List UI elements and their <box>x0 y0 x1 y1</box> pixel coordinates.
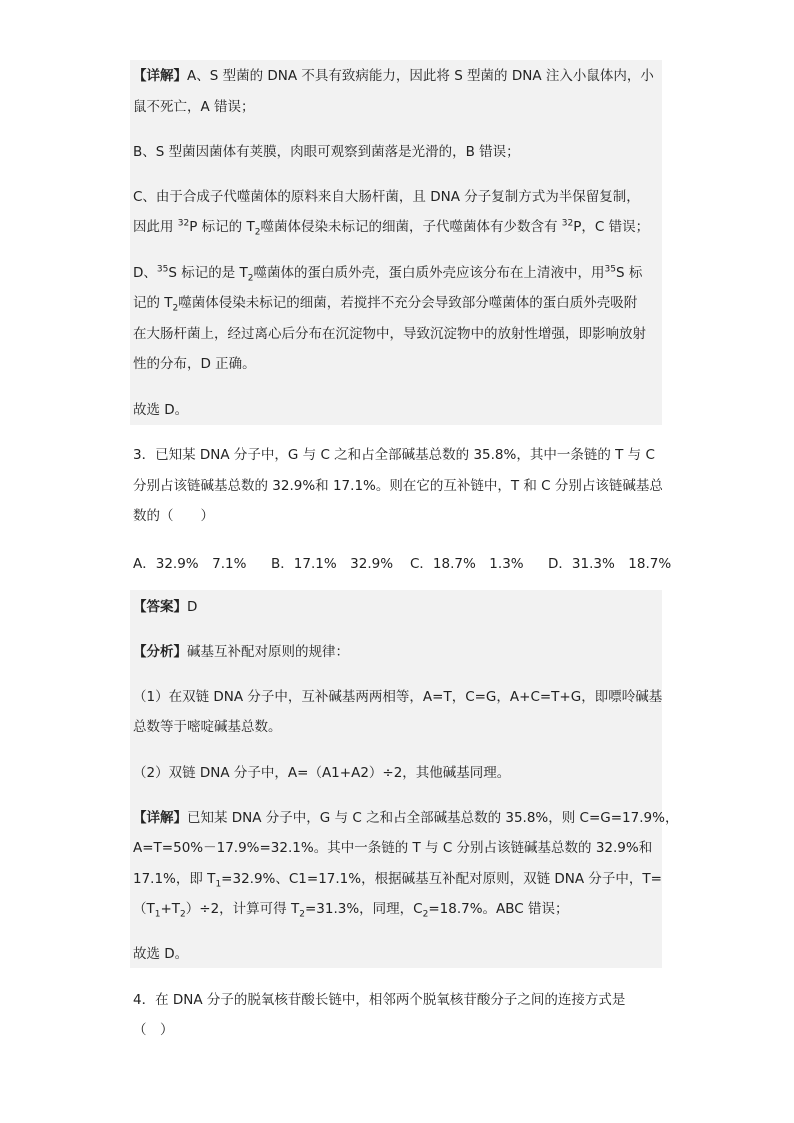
rule-line: （1）在双链 DNA 分子中，互补碱基两两相等，A=T，C=G，A+C=T+G，即嘌呤碱基 <box>133 689 663 705</box>
explanation-line: 【详解】A、S 型菌的 DNA 不具有致病能力，因此将 S 型菌的 DNA 注入小鼠体内，小 <box>133 68 654 84</box>
conclusion-line: 故选 D。 <box>133 402 189 418</box>
explanation-line: B、S 型菌因菌体有荚膜，肉眼可观察到菌落是光滑的，B 错误； <box>133 144 520 160</box>
answer-label: 【答案】 <box>133 599 187 615</box>
explanation-line: 记的 $T_2$噬菌体侵染未标记的细菌，若搅拌不充分会导致部分噬菌体的蛋白质外壳吸附 <box>133 295 638 314</box>
explanation-line: D、$^{35}$S 标记的是 $T_2$噬菌体的蛋白质外壳，蛋白质外壳应该分布在上清液中，用$^{35}$S 标 <box>133 264 643 284</box>
option-a: A．32.9% 7.1% <box>133 556 247 572</box>
detail-line: $(T_1+T_2)\div 2$，计算可得 $T_2=31.3\%$，同理，$C_2=18.7\%$。ABC 错误； <box>133 901 569 920</box>
answer-line: 【答案】D <box>133 599 198 615</box>
detail-label: 【详解】 <box>133 810 187 826</box>
explanation-line: 鼠不死亡，A 错误； <box>133 99 255 115</box>
explanation-line: 因此用 $^{32}$P 标记的 $T_2$噬菌体侵染未标记的细菌，子代噬菌体有少数含有 $^{32}$P，C 错误； <box>133 218 650 238</box>
explanation-line: 在大肠杆菌上，经过离心后分布在沉淀物中，导致沉淀物中的放射性增强，即影响放射 <box>133 326 646 342</box>
question-3-line: 数的（ ） <box>133 508 214 524</box>
detail-line: 17.1%，即 $T_1=32.9\%$、C1=17.1%，根据碱基互补配对原则，双链 DNA 分子中，T= <box>133 871 662 890</box>
conclusion-line: 故选 D。 <box>133 946 189 962</box>
question-4-line: 4．在 DNA 分子的脱氧核苷酸长链中，相邻两个脱氧核苷酸分子之间的连接方式是 <box>133 992 626 1008</box>
question-4-line: （ ） <box>133 1022 174 1038</box>
detail-line: 【详解】已知某 DNA 分子中，G 与 C 之和占全部碱基总数的 35.8%，则 C=G=17.9%， <box>133 810 679 826</box>
analysis-label: 【分析】 <box>133 644 187 660</box>
question-3-line: 3．已知某 DNA 分子中，G 与 C 之和占全部碱基总数的 35.8%，其中一条链的 T 与 C <box>133 447 655 463</box>
option-c: C．18.7% 1.3% <box>410 556 524 572</box>
explanation-line: C、由于合成子代噬菌体的原料来自大肠杆菌，且 DNA 分子复制方式为半保留复制， <box>133 189 640 205</box>
detail-line: A=T=50%－17.9%=32.1%。其中一条链的 T 与 C 分别占该链碱基总数的 32.9%和 <box>133 840 653 856</box>
analysis-line: 【分析】碱基互补配对原则的规律： <box>133 644 349 660</box>
question-3-line: 分别占该链碱基总数的 32.9%和 17.1%。则在它的互补链中，T 和 C 分别占该链碱基总 <box>133 478 663 494</box>
option-b: B．17.1% 32.9% <box>271 556 394 572</box>
rule-line: （2）双链 DNA 分子中，A=（A1+A2）÷2，其他碱基同理。 <box>133 765 511 781</box>
option-d: D．31.3% 18.7% <box>548 556 672 572</box>
detail-label: 【详解】 <box>133 68 187 84</box>
explanation-line: 性的分布，D 正确。 <box>133 356 256 372</box>
rule-line: 总数等于嘧啶碱基总数。 <box>133 719 282 735</box>
